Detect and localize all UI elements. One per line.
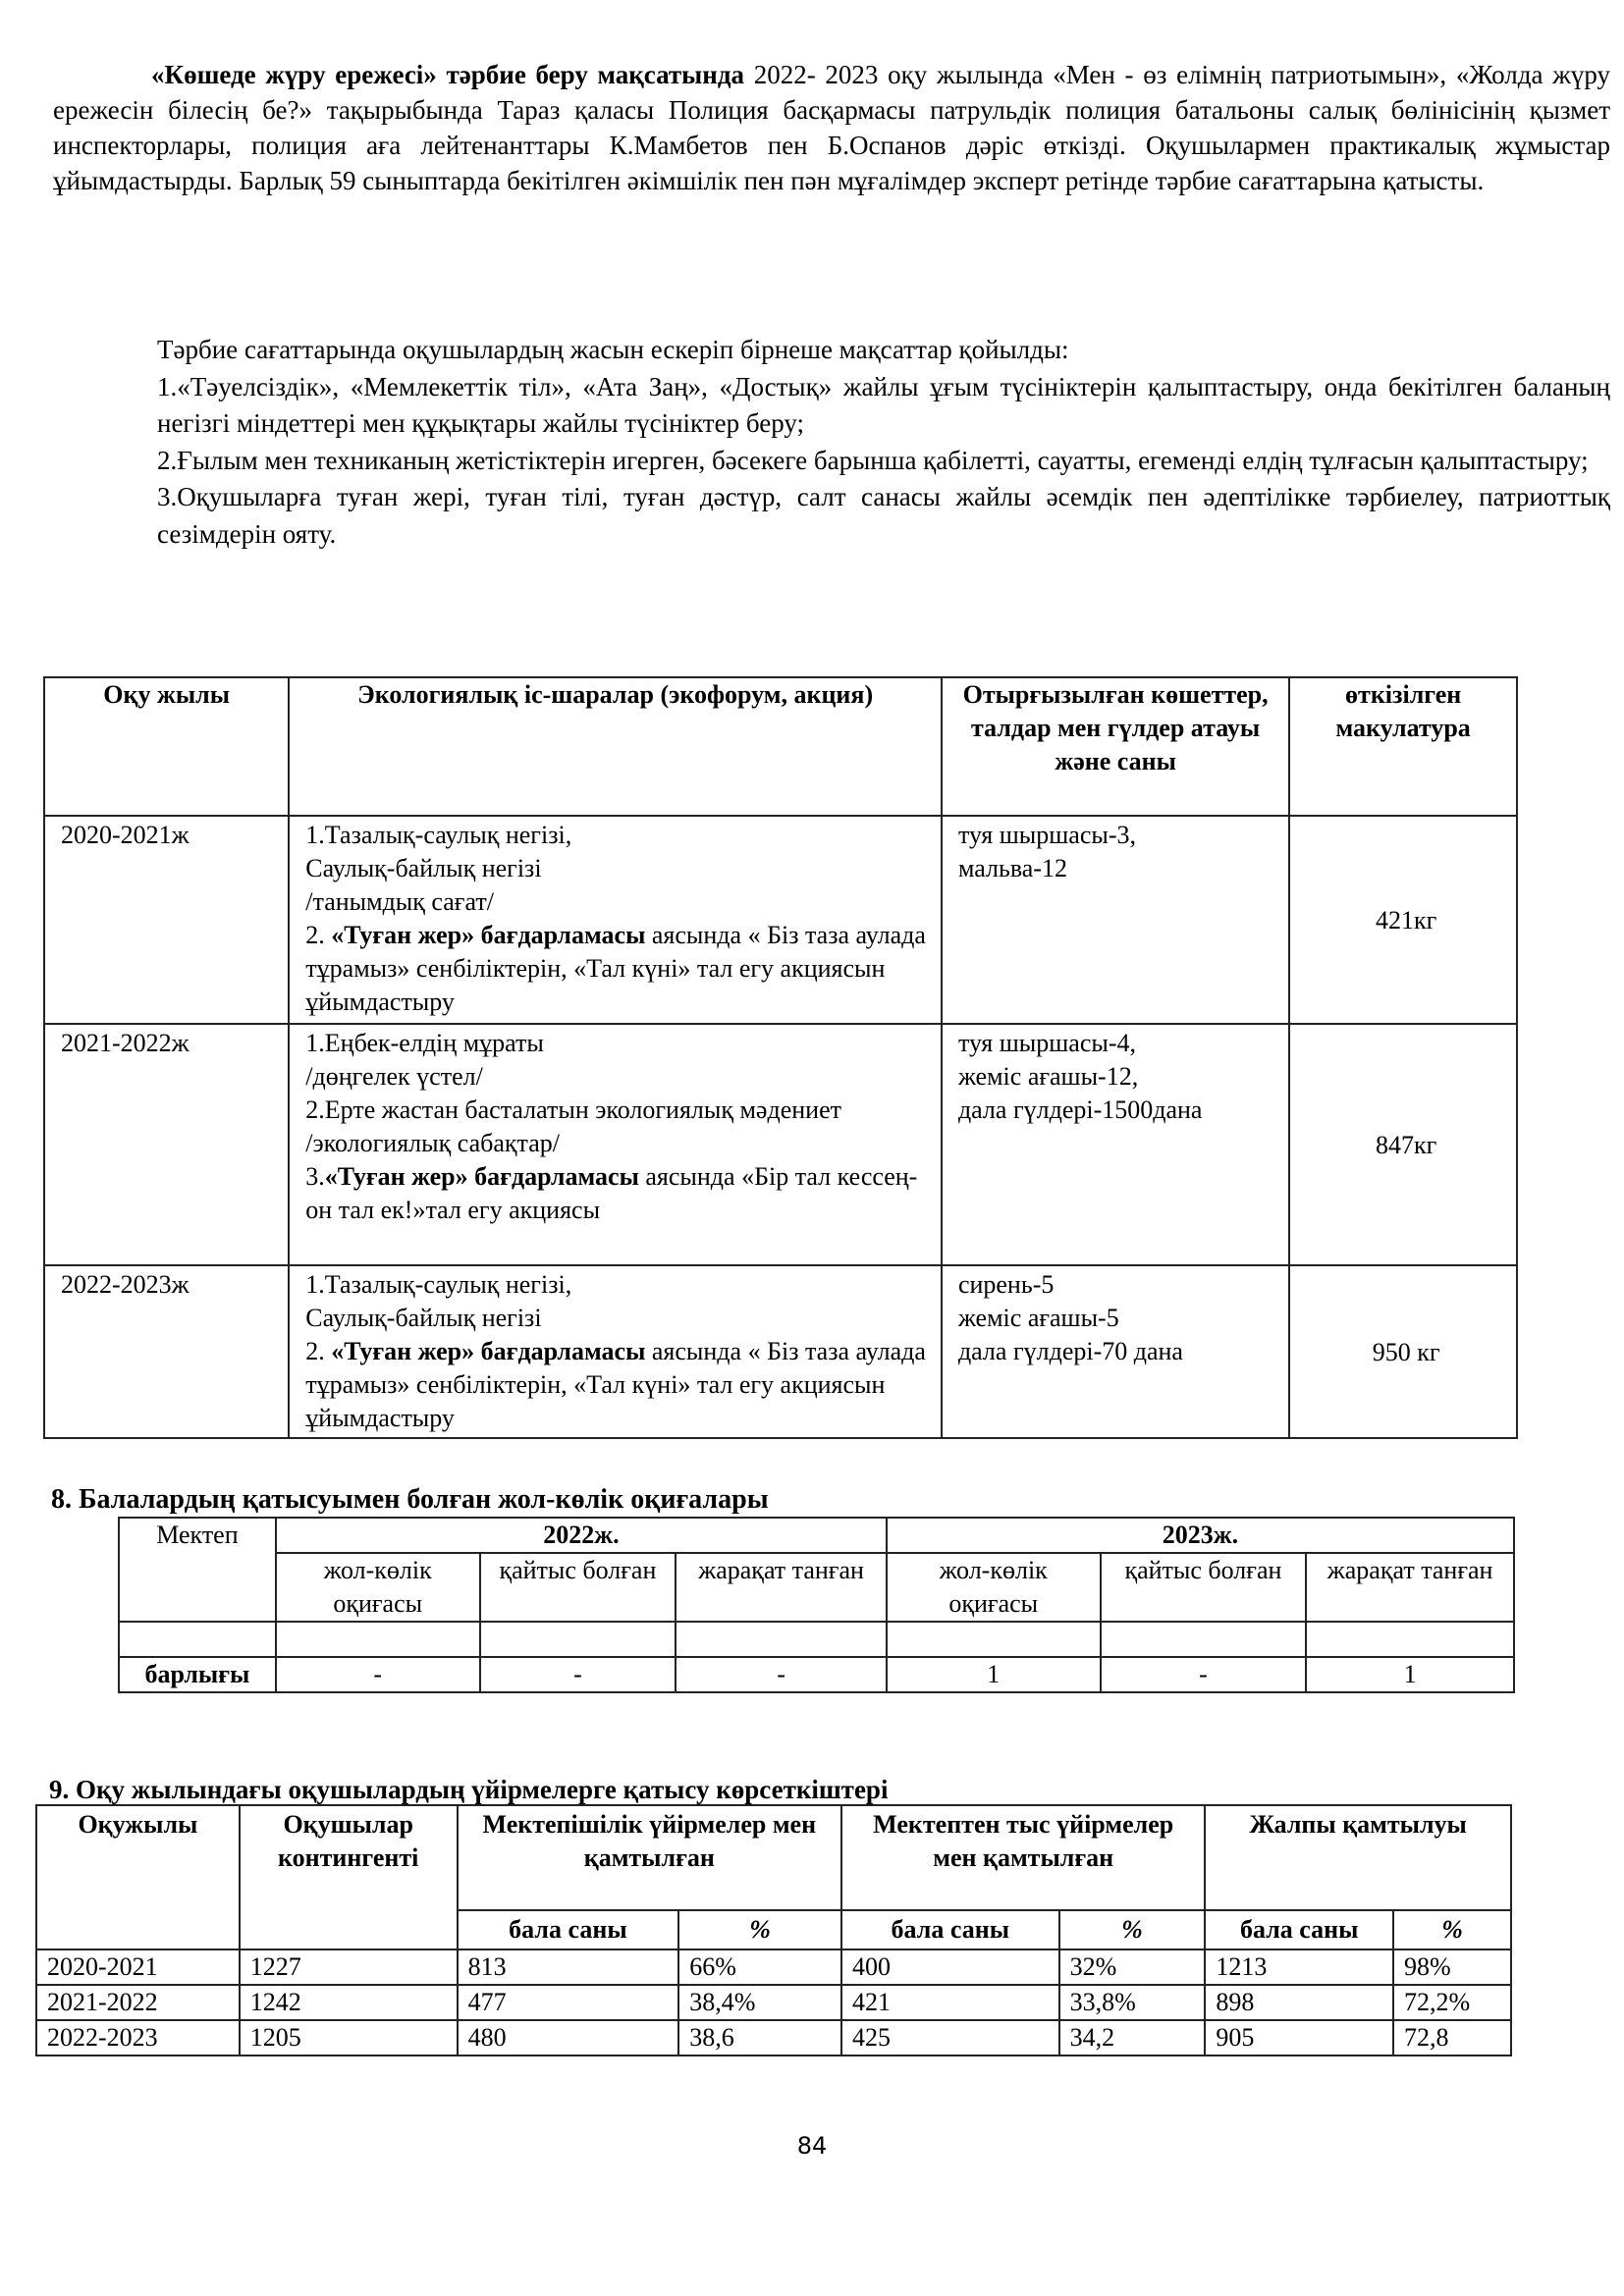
- subheader-count: бала саны: [841, 1910, 1059, 1949]
- subheader-count: бала саны: [458, 1910, 679, 1949]
- cell-in-count: 477: [458, 1985, 679, 2020]
- total-2022-died: -: [480, 1657, 677, 1692]
- row-activities: [289, 816, 942, 1024]
- cell-in-pct: 38,6: [678, 2020, 841, 2056]
- empty-cell: [887, 1622, 1101, 1657]
- cell-out-pct: 33,8%: [1059, 1985, 1206, 2020]
- row-plants: [942, 816, 1289, 1024]
- subheader-percent: %: [678, 1910, 841, 1949]
- empty-cell: [676, 1622, 887, 1657]
- subheader-died: қайтыс болған: [480, 1553, 677, 1622]
- subheader-accident: жол-көлік оқиғасы: [887, 1553, 1101, 1622]
- cell-out-pct: 32%: [1059, 1949, 1206, 1985]
- row-paper: 847кг: [1289, 1024, 1517, 1265]
- activity-prefix: 2.: [305, 1337, 332, 1365]
- program-name: «Туған жер» бағдарламасы: [331, 921, 646, 949]
- activity-line: /танымдық сағат/: [305, 887, 494, 916]
- cell-out-count: 425: [841, 2020, 1059, 2056]
- clubs-title: 9. Оқу жылындағы оқушылардың үйірмелерге қатысу көрсеткіштері: [49, 1775, 889, 1804]
- intro-bold-lead: «Көшеде жүру ережесі» тәрбие беру мақсатында: [151, 60, 744, 89]
- header-in-school: Мектепішілік үйірмелер мен қамтылған: [458, 1805, 841, 1910]
- cell-contingent: 1242: [240, 1985, 458, 2020]
- empty-cell: [480, 1622, 677, 1657]
- header-year-2023: 2023ж.: [887, 1518, 1514, 1553]
- activity-text: аясында « Біз таза аулада тұрамыз» сенбіліктерін, «Тал күні» тал егу акциясын ұйымдастыру: [305, 1337, 926, 1432]
- cell-in-pct: 66%: [678, 1949, 841, 1985]
- accidents-title: 8. Балалардың қатысуымен болған жол-көлік оқиғалары: [51, 1484, 769, 1515]
- total-2023-injured: 1: [1306, 1657, 1514, 1692]
- row-activities: [289, 1024, 942, 1265]
- row-plants: [942, 1024, 1289, 1265]
- row-paper: 421кг: [1289, 816, 1517, 1024]
- subheader-injured: жарақат танған: [1306, 1553, 1514, 1622]
- goals-section: [157, 332, 1610, 553]
- plant-line: мальва-12: [957, 854, 1067, 882]
- cell-year: 2021-2022: [36, 1985, 240, 2020]
- row-paper: 950 кг: [1289, 1265, 1517, 1438]
- cell-out-count: 400: [841, 1949, 1059, 1985]
- header-contingent: Оқушылар контингенті: [240, 1805, 458, 1949]
- subheader-percent: %: [1393, 1910, 1511, 1949]
- subheader-died: қайтыс болған: [1101, 1553, 1307, 1622]
- header-total: Жалпы қамтылуы: [1205, 1805, 1511, 1910]
- clubs-table: [35, 1804, 1512, 2056]
- goal-item-3: 3.Оқушыларға туған жері, туған тілі, туған дәстүр, салт санасы жайлы әсемдік пен әдептілікке тәрбиелеу, патриоттық сезімдерін ояту.: [157, 482, 1610, 549]
- activity-prefix: 2.: [305, 921, 332, 949]
- header-out-school: Мектептен тыс үйірмелер мен қамтылған: [841, 1805, 1205, 1910]
- plant-line: сирень-5: [957, 1270, 1055, 1299]
- cell-total-pct: 72,8: [1393, 2020, 1511, 2056]
- empty-cell: [1306, 1622, 1514, 1657]
- goals-lead: Тәрбие сағаттарында оқушылардың жасын ескеріп бірнеше мақсаттар қойылды:: [157, 335, 1069, 364]
- total-2022-injured: -: [676, 1657, 887, 1692]
- subheader-injured: жарақат танған: [676, 1553, 887, 1622]
- row-plants: [942, 1265, 1289, 1438]
- header-year-2022: 2022ж.: [276, 1518, 887, 1553]
- activity-line: 2.Ерте жастан басталатын экологиялық мәдениет: [305, 1095, 841, 1124]
- intro-paragraph: [53, 57, 1610, 198]
- header-eco-activities: Экологиялық іс-шаралар (экофорум, акция): [289, 677, 942, 816]
- table-header-row: [119, 1518, 1514, 1553]
- activity-line: /дөңгелек үстел/: [305, 1062, 483, 1091]
- activity-line: 1.Тазалық-саулық негізі,: [305, 1270, 572, 1299]
- table-row-total: [119, 1657, 1514, 1692]
- table-row-empty: [119, 1622, 1514, 1657]
- cell-in-count: 480: [458, 2020, 679, 2056]
- activity-line: Саулық-байлық негізі: [305, 854, 542, 882]
- table-row: [36, 1985, 1511, 2020]
- total-2023-accident: 1: [887, 1657, 1101, 1692]
- cell-total-count: 1213: [1205, 1949, 1393, 1985]
- subheader-accident: жол-көлік оқиғасы: [276, 1553, 480, 1622]
- activity-line: 1.Еңбек-елдің мұраты: [305, 1029, 544, 1057]
- plant-line: туя шыршасы-4,: [957, 1029, 1136, 1057]
- cell-out-count: 421: [841, 1985, 1059, 2020]
- empty-cell: [119, 1622, 276, 1657]
- activity-line: 1.Тазалық-саулық негізі,: [305, 821, 572, 849]
- program-name: «Туған жер» бағдарламасы: [331, 1337, 646, 1365]
- activity-prefix: 3.: [305, 1162, 325, 1191]
- activity-line: [305, 1160, 931, 1227]
- row-year: 2022-2023ж: [44, 1265, 289, 1438]
- table-row: [44, 816, 1517, 1024]
- activity-line: /экологиялық сабақтар/: [305, 1129, 560, 1157]
- row-year: 2021-2022ж: [44, 1024, 289, 1265]
- header-year: Оқужылы: [36, 1805, 240, 1949]
- total-label: барлығы: [119, 1657, 276, 1692]
- header-school: Мектеп: [119, 1518, 276, 1622]
- table-header-row: [36, 1805, 1511, 1910]
- accidents-table: [118, 1517, 1515, 1693]
- plant-line: жеміс ағашы-12,: [957, 1062, 1139, 1091]
- header-planted: Отырғызылған көшеттер, талдар мен гүлдер атауы және саны: [942, 677, 1289, 816]
- cell-in-count: 813: [458, 1949, 679, 1985]
- table-row: [36, 2020, 1511, 2056]
- table-header-row: [44, 677, 1517, 816]
- cell-year: 2022-2023: [36, 2020, 240, 2056]
- header-paper: өткізілген макулатура: [1289, 677, 1517, 816]
- intro-text: 2022- 2023 оқу жылында «Мен - өз елімнің патриотымын», «Жолда жүру ережесін білесің бе?» тақырыбында Тараз қаласы Полиция басқармасы патрульдік полиция батальоны салық бөлінісінің қызмет инспекторлары, полиция аға лейтенанттары К.Мамбетов пен Б.Оспанов дәріс өткізді. Оқушылармен практикалық жұмыстар ұйымдастырды. Барлық 59 сыныптарда бекітілген әкімшілік пен пән мұғалімдер эксперт ретінде тәрбие сағаттарына қатысты.: [53, 60, 1610, 195]
- activity-line: [305, 1335, 931, 1435]
- header-study-year: Оқу жылы: [44, 677, 289, 816]
- row-year: 2020-2021ж: [44, 816, 289, 1024]
- empty-cell: [1101, 1622, 1307, 1657]
- table-row: [44, 1024, 1517, 1265]
- plant-line: дала гүлдері-70 дана: [957, 1337, 1183, 1365]
- subheader-count: бала саны: [1205, 1910, 1393, 1949]
- table-subheader-row: [119, 1553, 1514, 1622]
- cell-out-pct: 34,2: [1059, 2020, 1206, 2056]
- program-name: «Туған жер» бағдарламасы: [324, 1162, 639, 1191]
- total-2023-died: -: [1101, 1657, 1307, 1692]
- activity-text: аясында « Біз таза аулада тұрамыз» сенбіліктерін, «Тал күні» тал егу акциясын ұйымдастыру: [305, 921, 926, 1016]
- ecology-table: [43, 676, 1518, 1439]
- cell-total-pct: 98%: [1393, 1949, 1511, 1985]
- cell-year: 2020-2021: [36, 1949, 240, 1985]
- table-row: [36, 1949, 1511, 1985]
- cell-in-pct: 38,4%: [678, 1985, 841, 2020]
- goal-item-2: 2.Ғылым мен техниканың жетістіктерін игерген, бәсекеге барынша қабілетті, сауатты, егеменді елдің тұлғасын қалыптастыру;: [157, 445, 1589, 475]
- cell-total-count: 898: [1205, 1985, 1393, 2020]
- row-activities: [289, 1265, 942, 1438]
- table-row: [44, 1265, 1517, 1438]
- activity-line: [305, 919, 931, 1019]
- activity-line: Саулық-байлық негізі: [305, 1304, 542, 1332]
- page-number: 84: [796, 2132, 828, 2160]
- subheader-percent: %: [1059, 1910, 1206, 1949]
- empty-cell: [276, 1622, 480, 1657]
- plant-line: туя шыршасы-3,: [957, 821, 1136, 849]
- cell-total-pct: 72,2%: [1393, 1985, 1511, 2020]
- cell-contingent: 1227: [240, 1949, 458, 1985]
- cell-total-count: 905: [1205, 2020, 1393, 2056]
- total-2022-accident: -: [276, 1657, 480, 1692]
- plant-line: жеміс ағашы-5: [957, 1304, 1119, 1332]
- goal-item-1: 1.«Тәуелсіздік», «Мемлекеттік тіл», «Ата Заң», «Достық» жайлы ұғым түсініктерін қалыптастыру, онда бекітілген баланың негізгі міндеттері мен құқықтары жайлы түсініктер беру;: [157, 371, 1610, 438]
- activity-text: аясында «Бір тал кессең-он тал ек!»тал егу акциясы: [305, 1162, 918, 1224]
- cell-contingent: 1205: [240, 2020, 458, 2056]
- plant-line: дала гүлдері-1500дана: [957, 1095, 1203, 1124]
